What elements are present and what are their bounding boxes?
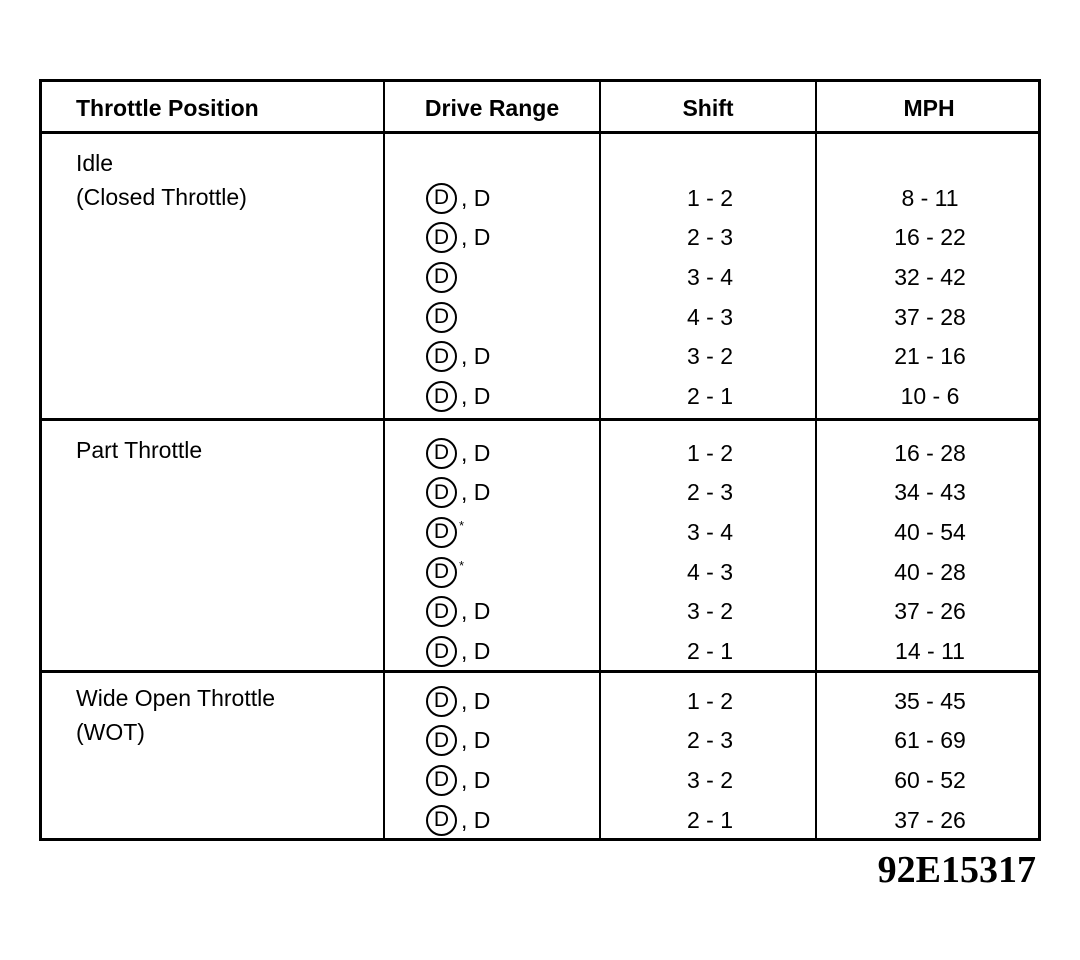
drive-range-suffix: , D (461, 806, 491, 833)
circled-d-icon: D (426, 686, 457, 717)
drive-range-suffix: , D (461, 439, 491, 466)
circled-d-icon: D (426, 596, 457, 627)
drive-range-cell (426, 592, 490, 632)
mph-cell: 35 - 45 (894, 687, 966, 714)
drive-range-cell (426, 337, 490, 377)
table-row (42, 218, 1038, 258)
table-row (42, 433, 1038, 473)
table-row (42, 552, 1038, 592)
mph-cell: 16 - 22 (894, 224, 966, 251)
table-row (42, 800, 1038, 840)
shift-cell: 4 - 3 (686, 558, 734, 585)
shift-cell: 2 - 3 (686, 727, 734, 754)
table-row (42, 473, 1038, 513)
table-row (42, 632, 1038, 672)
shift-cell: 2 - 1 (686, 806, 734, 833)
shift-cell: 3 - 4 (686, 263, 734, 290)
drive-range-cell (426, 257, 457, 297)
mph-cell: 34 - 43 (894, 479, 966, 506)
table-row (42, 760, 1038, 800)
drive-range-asterisk: * (459, 518, 465, 534)
shift-cell: 3 - 2 (686, 343, 734, 370)
throttle-position-line: Wide Open Throttle (76, 685, 276, 711)
mph-cell: 37 - 28 (894, 303, 966, 330)
mph-cell: 40 - 28 (894, 558, 966, 585)
drive-range-cell (426, 297, 457, 337)
drive-range-suffix: , D (461, 638, 491, 664)
drive-range-cell (426, 552, 464, 592)
mph-cell: 37 - 26 (894, 598, 966, 625)
drive-range-cell (426, 377, 490, 417)
circled-d-icon: D (426, 341, 457, 372)
shift-speed-table (39, 79, 1041, 841)
shift-cell: 3 - 4 (686, 518, 734, 545)
circled-d-icon: D (426, 381, 457, 412)
mph-cell: 37 - 26 (894, 806, 966, 833)
drive-range-suffix: , D (461, 383, 491, 409)
table-row (42, 297, 1038, 337)
drive-range-cell (426, 218, 490, 258)
drive-range-cell (426, 632, 490, 672)
table-row (42, 681, 1038, 721)
drive-range-cell (426, 512, 464, 552)
shift-cell: 2 - 1 (686, 383, 734, 409)
table-row (42, 592, 1038, 632)
table-row (42, 377, 1038, 417)
mph-cell: 32 - 42 (894, 263, 966, 290)
circled-d-icon: D (426, 765, 457, 796)
shift-cell: 2 - 3 (686, 224, 734, 251)
drive-range-suffix: , D (461, 687, 491, 714)
circled-d-icon: D (426, 725, 457, 756)
table-row (42, 178, 1038, 218)
circled-d-icon: D (426, 517, 457, 548)
mph-cell: 61 - 69 (894, 727, 966, 754)
group-divider (42, 418, 1038, 421)
shift-cell: 1 - 2 (686, 687, 734, 714)
drive-range-suffix: , D (461, 598, 491, 625)
drive-range-suffix: , D (461, 766, 491, 793)
drive-range-suffix: , D (461, 184, 491, 211)
drive-range-cell (426, 473, 490, 513)
drive-range-suffix: , D (461, 343, 491, 370)
shift-cell: 3 - 2 (686, 598, 734, 625)
mph-cell: 14 - 11 (895, 638, 965, 664)
table-row (42, 721, 1038, 761)
throttle-position-line: (Closed Throttle) (76, 184, 247, 210)
circled-d-icon: D (426, 302, 457, 333)
circled-d-icon: D (426, 222, 457, 253)
throttle-position-line: Idle (76, 150, 114, 176)
header-throttle-position: Throttle Position (76, 94, 259, 121)
drive-range-suffix: , D (461, 727, 491, 754)
table-row (42, 337, 1038, 377)
mph-cell: 8 - 11 (901, 184, 959, 211)
circled-d-icon: D (426, 477, 457, 508)
throttle-position-line: Part Throttle (76, 437, 203, 463)
shift-cell: 1 - 2 (686, 439, 734, 466)
drive-range-cell (426, 760, 490, 800)
header-mph: MPH (903, 94, 955, 121)
circled-d-icon: D (426, 805, 457, 836)
mph-cell: 40 - 54 (894, 518, 966, 545)
drive-range-cell (426, 433, 490, 473)
circled-d-icon: D (426, 438, 457, 469)
circled-d-icon: D (426, 636, 457, 667)
table-row (42, 512, 1038, 552)
circled-d-icon: D (426, 262, 457, 293)
circled-d-icon: D (426, 557, 457, 588)
drive-range-cell (426, 178, 490, 218)
header-drive-range: Drive Range (424, 94, 560, 121)
drive-range-cell (426, 800, 490, 840)
drive-range-cell (426, 721, 490, 761)
shift-cell: 1 - 2 (686, 184, 734, 211)
circled-d-icon: D (426, 183, 457, 214)
drive-range-cell (426, 681, 490, 721)
header-shift: Shift (682, 94, 734, 121)
drive-range-suffix: , D (461, 479, 491, 506)
drive-range-asterisk: * (459, 558, 465, 574)
shift-cell: 4 - 3 (686, 303, 734, 330)
mph-cell: 16 - 28 (894, 439, 966, 466)
shift-cell: 2 - 3 (686, 479, 734, 506)
figure-id: 92E15317 (877, 849, 1036, 891)
drive-range-suffix: , D (461, 224, 491, 251)
table-row (42, 257, 1038, 297)
mph-cell: 10 - 6 (900, 383, 960, 409)
shift-cell: 2 - 1 (686, 638, 734, 664)
throttle-position-line: (WOT) (76, 719, 145, 745)
mph-cell: 21 - 16 (894, 343, 966, 370)
shift-cell: 3 - 2 (686, 766, 734, 793)
mph-cell: 60 - 52 (894, 766, 966, 793)
